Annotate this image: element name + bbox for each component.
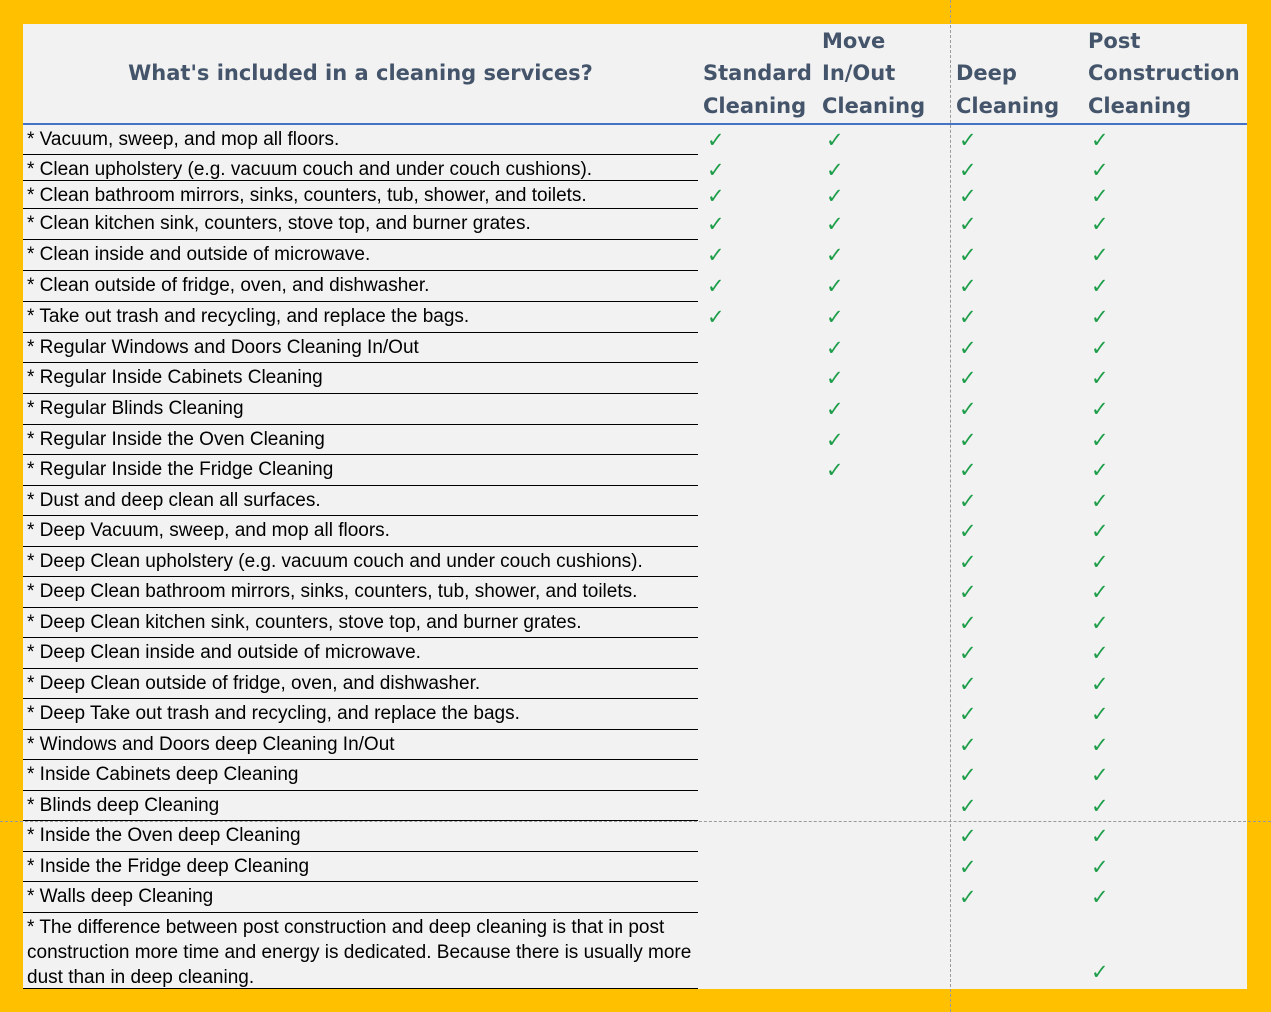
service-item-text: * Clean bathroom mirrors, sinks, counters, tub, shower, and toilets.: [23, 181, 698, 209]
table-row: [23, 577, 1247, 608]
checkmark-icon: ✓: [707, 274, 725, 298]
table-row: [23, 155, 1247, 181]
checkmark-icon: ✓: [959, 366, 977, 390]
table-row: [23, 240, 1247, 271]
checkmark-icon: ✓: [959, 702, 977, 726]
checkmark-icon: ✓: [1091, 243, 1109, 267]
table-row: [23, 302, 1247, 333]
checkmark-icon: ✓: [959, 733, 977, 757]
column-header-line: Cleaning: [1088, 93, 1192, 118]
checkmark-icon: ✓: [707, 243, 725, 267]
service-item-text: * Vacuum, sweep, and mop all floors.: [23, 125, 698, 155]
checkmark-icon: ✓: [826, 128, 844, 152]
checkmark-icon: ✓: [959, 672, 977, 696]
table-row: [23, 181, 1247, 209]
checkmark-icon: ✓: [959, 428, 977, 452]
checkmark-icon: ✓: [826, 336, 844, 360]
checkmark-icon: ✓: [707, 158, 725, 182]
checkmark-icon: ✓: [1091, 733, 1109, 757]
checkmark-icon: ✓: [707, 212, 725, 236]
checkmark-icon: ✓: [959, 489, 977, 513]
service-item-text: * Clean outside of fridge, oven, and dishwasher.: [23, 271, 698, 302]
checkmark-icon: ✓: [959, 641, 977, 665]
service-item-text: * Deep Clean inside and outside of microwave.: [23, 638, 698, 669]
checkmark-icon: ✓: [959, 458, 977, 482]
table-row: [23, 486, 1247, 516]
checkmark-icon: ✓: [826, 458, 844, 482]
checkmark-icon: ✓: [1091, 641, 1109, 665]
checkmark-icon: ✓: [826, 397, 844, 421]
checkmark-icon: ✓: [959, 580, 977, 604]
column-header-line: In/Out: [822, 61, 896, 85]
column-header-line: Construction: [1088, 61, 1240, 85]
service-item-text: * Deep Clean kitchen sink, counters, stove top, and burner grates.: [23, 608, 698, 638]
service-item-text: * Clean upholstery (e.g. vacuum couch and under couch cushions).: [23, 155, 698, 181]
checkmark-icon: ✓: [1091, 794, 1109, 818]
checkmark-icon: ✓: [959, 763, 977, 787]
checkmark-icon: ✓: [959, 128, 977, 152]
checkmark-icon: ✓: [826, 428, 844, 452]
column-header-line: Cleaning: [956, 93, 1060, 118]
checkmark-icon: ✓: [826, 274, 844, 298]
table-body: [23, 125, 1247, 989]
service-item-text: * Deep Clean bathroom mirrors, sinks, counters, tub, shower, and toilets.: [23, 577, 698, 608]
service-item-text: * Deep Vacuum, sweep, and mop all floors.: [23, 516, 698, 547]
table-row: [23, 209, 1247, 240]
page-break-horizontal: [0, 821, 1271, 822]
checkmark-icon: ✓: [1091, 855, 1109, 879]
checkmark-icon: ✓: [1091, 763, 1109, 787]
checkmark-icon: ✓: [959, 550, 977, 574]
checkmark-icon: ✓: [959, 336, 977, 360]
table-row: [23, 699, 1247, 730]
table-title-text: What's included in a cleaning services?: [128, 61, 593, 85]
column-header-line: Standard: [703, 61, 812, 85]
service-item-text: * Inside the Fridge deep Cleaning: [23, 852, 698, 882]
checkmark-icon: ✓: [959, 305, 977, 329]
service-item-text: * Deep Clean outside of fridge, oven, and dishwasher.: [23, 669, 698, 699]
checkmark-icon: ✓: [1091, 212, 1109, 236]
column-header-line: Cleaning: [822, 93, 926, 118]
checkmark-icon: ✓: [1091, 489, 1109, 513]
service-item-text: * Dust and deep clean all surfaces.: [23, 486, 698, 516]
service-item-text: * Walls deep Cleaning: [23, 882, 698, 913]
checkmark-icon: ✓: [707, 184, 725, 208]
table-row: [23, 271, 1247, 302]
table-row: [23, 821, 1247, 852]
checkmark-icon: ✓: [1091, 519, 1109, 543]
table-row: [23, 394, 1247, 425]
service-item-text: * Clean kitchen sink, counters, stove top, and burner grates.: [23, 209, 698, 240]
service-item-text: * Windows and Doors deep Cleaning In/Out: [23, 730, 698, 760]
cleaning-services-table: [23, 24, 1247, 989]
checkmark-icon: ✓: [959, 855, 977, 879]
checkmark-icon: ✓: [1091, 274, 1109, 298]
checkmark-icon: ✓: [1091, 305, 1109, 329]
checkmark-icon: ✓: [1091, 885, 1109, 909]
service-item-text: * Regular Inside Cabinets Cleaning: [23, 363, 698, 394]
checkmark-icon: ✓: [1091, 428, 1109, 452]
column-header-line: Deep: [956, 61, 1017, 85]
checkmark-icon: ✓: [707, 305, 725, 329]
checkmark-icon: ✓: [1091, 550, 1109, 574]
service-item-text: * The difference between post construction and deep cleaning is that in post construction more time and energy is dedicated. Because there is usually more dust than in deep cleaning.: [23, 913, 698, 989]
service-item-text: * Clean inside and outside of microwave.: [23, 240, 698, 271]
table-row: [23, 363, 1247, 394]
checkmark-icon: ✓: [1091, 611, 1109, 635]
page-break-vertical: [950, 0, 951, 1012]
column-header-line: Post: [1088, 28, 1141, 53]
table-row: [23, 125, 1247, 155]
column-header-line: Cleaning: [703, 93, 807, 118]
table-row: [23, 852, 1247, 882]
checkmark-icon: ✓: [959, 794, 977, 818]
table-row: [23, 516, 1247, 547]
checkmark-icon: ✓: [1091, 366, 1109, 390]
table-row: [23, 638, 1247, 669]
checkmark-icon: ✓: [1091, 959, 1109, 984]
service-item-text: * Deep Take out trash and recycling, and replace the bags.: [23, 699, 698, 730]
table-row: [23, 730, 1247, 760]
checkmark-icon: ✓: [959, 824, 977, 848]
table-row: [23, 913, 1247, 989]
checkmark-icon: ✓: [1091, 458, 1109, 482]
service-item-text: * Take out trash and recycling, and replace the bags.: [23, 302, 698, 333]
service-item-text: * Deep Clean upholstery (e.g. vacuum couch and under couch cushions).: [23, 547, 698, 577]
checkmark-icon: ✓: [707, 128, 725, 152]
table-row: [23, 669, 1247, 699]
checkmark-icon: ✓: [959, 519, 977, 543]
checkmark-icon: ✓: [1091, 702, 1109, 726]
checkmark-icon: ✓: [959, 274, 977, 298]
checkmark-icon: ✓: [959, 184, 977, 208]
table-row: [23, 608, 1247, 638]
column-header-line: Move: [822, 28, 886, 53]
checkmark-icon: ✓: [959, 611, 977, 635]
service-item-text: * Regular Inside the Fridge Cleaning: [23, 455, 698, 486]
checkmark-icon: ✓: [1091, 128, 1109, 152]
service-item-text: * Regular Windows and Doors Cleaning In/Out: [23, 333, 698, 363]
table-row: [23, 882, 1247, 913]
service-item-text: * Inside Cabinets deep Cleaning: [23, 760, 698, 791]
checkmark-icon: ✓: [1091, 158, 1109, 182]
table-row: [23, 455, 1247, 486]
checkmark-icon: ✓: [1091, 184, 1109, 208]
service-item-text: * Blinds deep Cleaning: [23, 791, 698, 821]
service-item-text: * Regular Inside the Oven Cleaning: [23, 425, 698, 455]
service-item-text: * Inside the Oven deep Cleaning: [23, 821, 698, 852]
checkmark-icon: ✓: [826, 305, 844, 329]
checkmark-icon: ✓: [826, 158, 844, 182]
checkmark-icon: ✓: [959, 397, 977, 421]
table-row: [23, 791, 1247, 821]
table-row: [23, 547, 1247, 577]
checkmark-icon: ✓: [959, 243, 977, 267]
checkmark-icon: ✓: [1091, 672, 1109, 696]
checkmark-icon: ✓: [1091, 580, 1109, 604]
checkmark-icon: ✓: [826, 212, 844, 236]
checkmark-icon: ✓: [959, 885, 977, 909]
table-title: [23, 24, 698, 125]
checkmark-icon: ✓: [959, 158, 977, 182]
checkmark-icon: ✓: [826, 243, 844, 267]
table-row: [23, 333, 1247, 363]
table-row: [23, 760, 1247, 791]
checkmark-icon: ✓: [1091, 824, 1109, 848]
checkmark-icon: ✓: [959, 212, 977, 236]
column-header-post-construction-cleaning: [1088, 25, 1240, 126]
checkmark-icon: ✓: [1091, 336, 1109, 360]
table-row: [23, 425, 1247, 455]
checkmark-icon: ✓: [826, 366, 844, 390]
checkmark-icon: ✓: [826, 184, 844, 208]
column-header-move-in-out-cleaning: [822, 25, 925, 126]
service-item-text: * Regular Blinds Cleaning: [23, 394, 698, 425]
checkmark-icon: ✓: [1091, 397, 1109, 421]
